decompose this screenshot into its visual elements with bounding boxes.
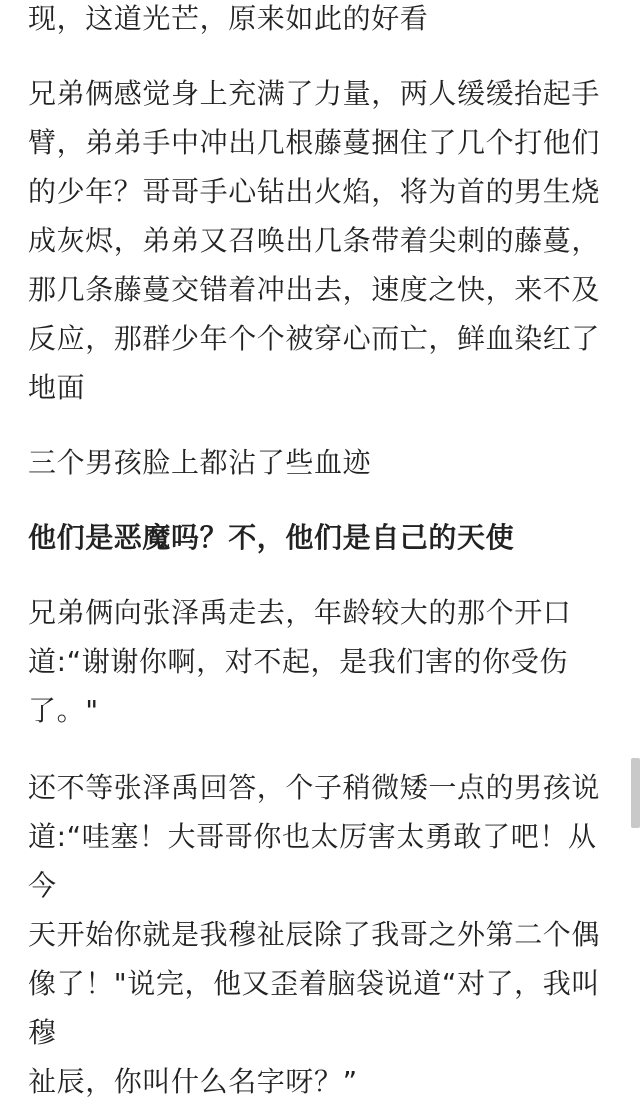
- article-body: [28, 0, 618, 1106]
- paragraph: 三个男孩脸上都沾了些血迹: [28, 446, 372, 479]
- paragraph: 兄弟俩感觉身上充满了力量，两人缓缓抬起手 臂，弟弟手中冲出几根藤蔓捆住了几个打他们 的少年？哥哥手心钻出火焰，将为首的男生烧 成灰烬，弟弟又召唤出几条带着尖刺的藤蔓， 那几条藤蔓交错着冲出去，速度之快，来不及 反应，那群少年个个被穿心而亡，鲜血染红了 地面: [28, 77, 601, 404]
- paragraph: 还不等张泽禹回答，个子稍微矮一点的男孩说 道:“哇塞！大哥哥你也太厉害太勇敢了吧！从今 天开始你就是我穆祉辰除了我哥之外第二个偶 像了！"说完，他又歪着脑袋说道“对了，我叫穆 祉辰，你叫什么名字呀？”: [28, 771, 601, 1098]
- paragraph: 兄弟俩向张泽禹走去，年龄较大的那个开口 道:“谢谢你啊，对不起，是我们害的你受伤 了。": [28, 596, 572, 727]
- bold-paragraph: 他们是恶魔吗？不，他们是自己的天使: [28, 521, 515, 554]
- scrollbar-thumb[interactable]: [631, 758, 640, 828]
- paragraph: 现，这道光芒，原来如此的好看: [28, 2, 429, 35]
